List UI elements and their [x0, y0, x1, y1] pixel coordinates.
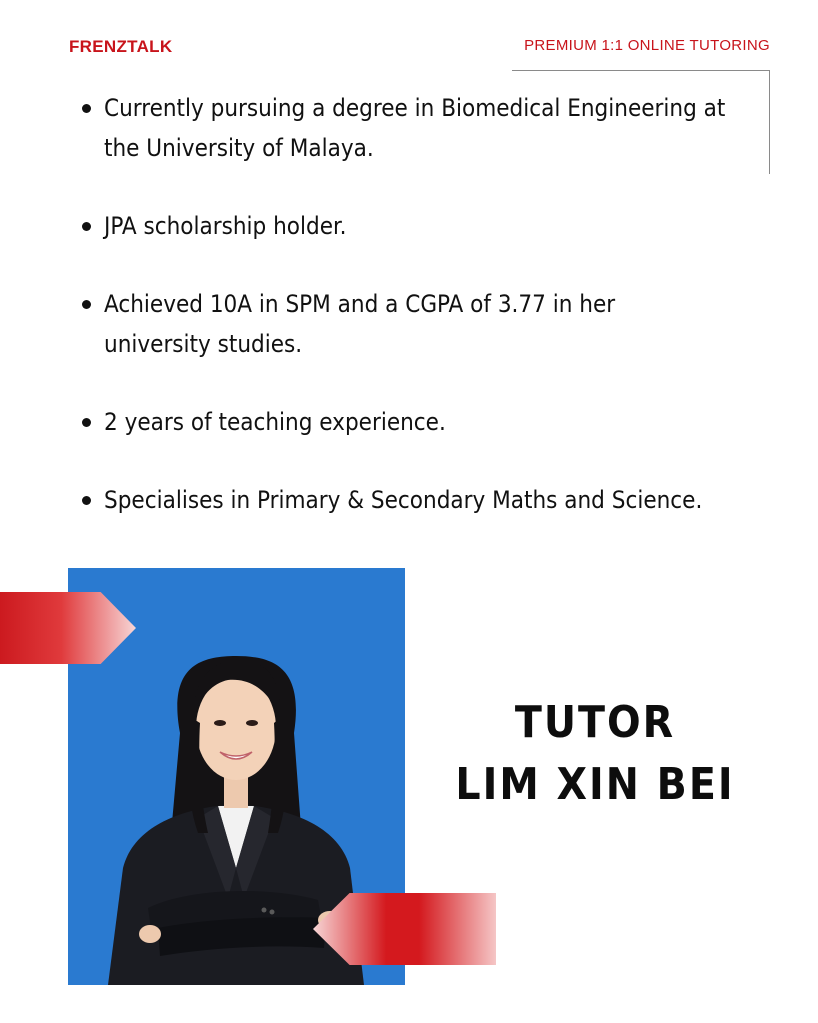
- list-item: [78, 402, 728, 442]
- brand-name: FRENZTALK: [69, 37, 173, 56]
- list-item: [78, 206, 728, 246]
- bullet-icon: [82, 418, 91, 427]
- bullet-icon: [82, 222, 91, 231]
- qualification-text: Achieved 10A in SPM and a CGPA of 3.77 in her university studies.: [104, 290, 616, 358]
- decorative-arrow-right: [313, 893, 496, 965]
- qualification-text: 2 years of teaching experience.: [104, 408, 446, 436]
- decorative-frame-top: [512, 70, 770, 71]
- qualifications-list: [78, 88, 728, 558]
- tutor-name-heading: [440, 692, 750, 816]
- decorative-frame-right: [769, 70, 770, 174]
- qualification-text: Specialises in Primary & Secondary Maths and Science.: [104, 486, 703, 514]
- tutor-name-line: LIM XIN BEI: [455, 759, 735, 810]
- list-item: [78, 480, 728, 520]
- qualification-text: Currently pursuing a degree in Biomedical Engineering at the University of Malaya.: [104, 94, 726, 162]
- tagline: PREMIUM 1:1 ONLINE TUTORING: [524, 37, 770, 54]
- bullet-icon: [82, 104, 91, 113]
- bullet-icon: [82, 496, 91, 505]
- list-item: [78, 284, 728, 364]
- tutor-title-line: TUTOR: [514, 697, 676, 748]
- qualification-text: JPA scholarship holder.: [104, 212, 347, 240]
- list-item: [78, 88, 728, 168]
- bullet-icon: [82, 300, 91, 309]
